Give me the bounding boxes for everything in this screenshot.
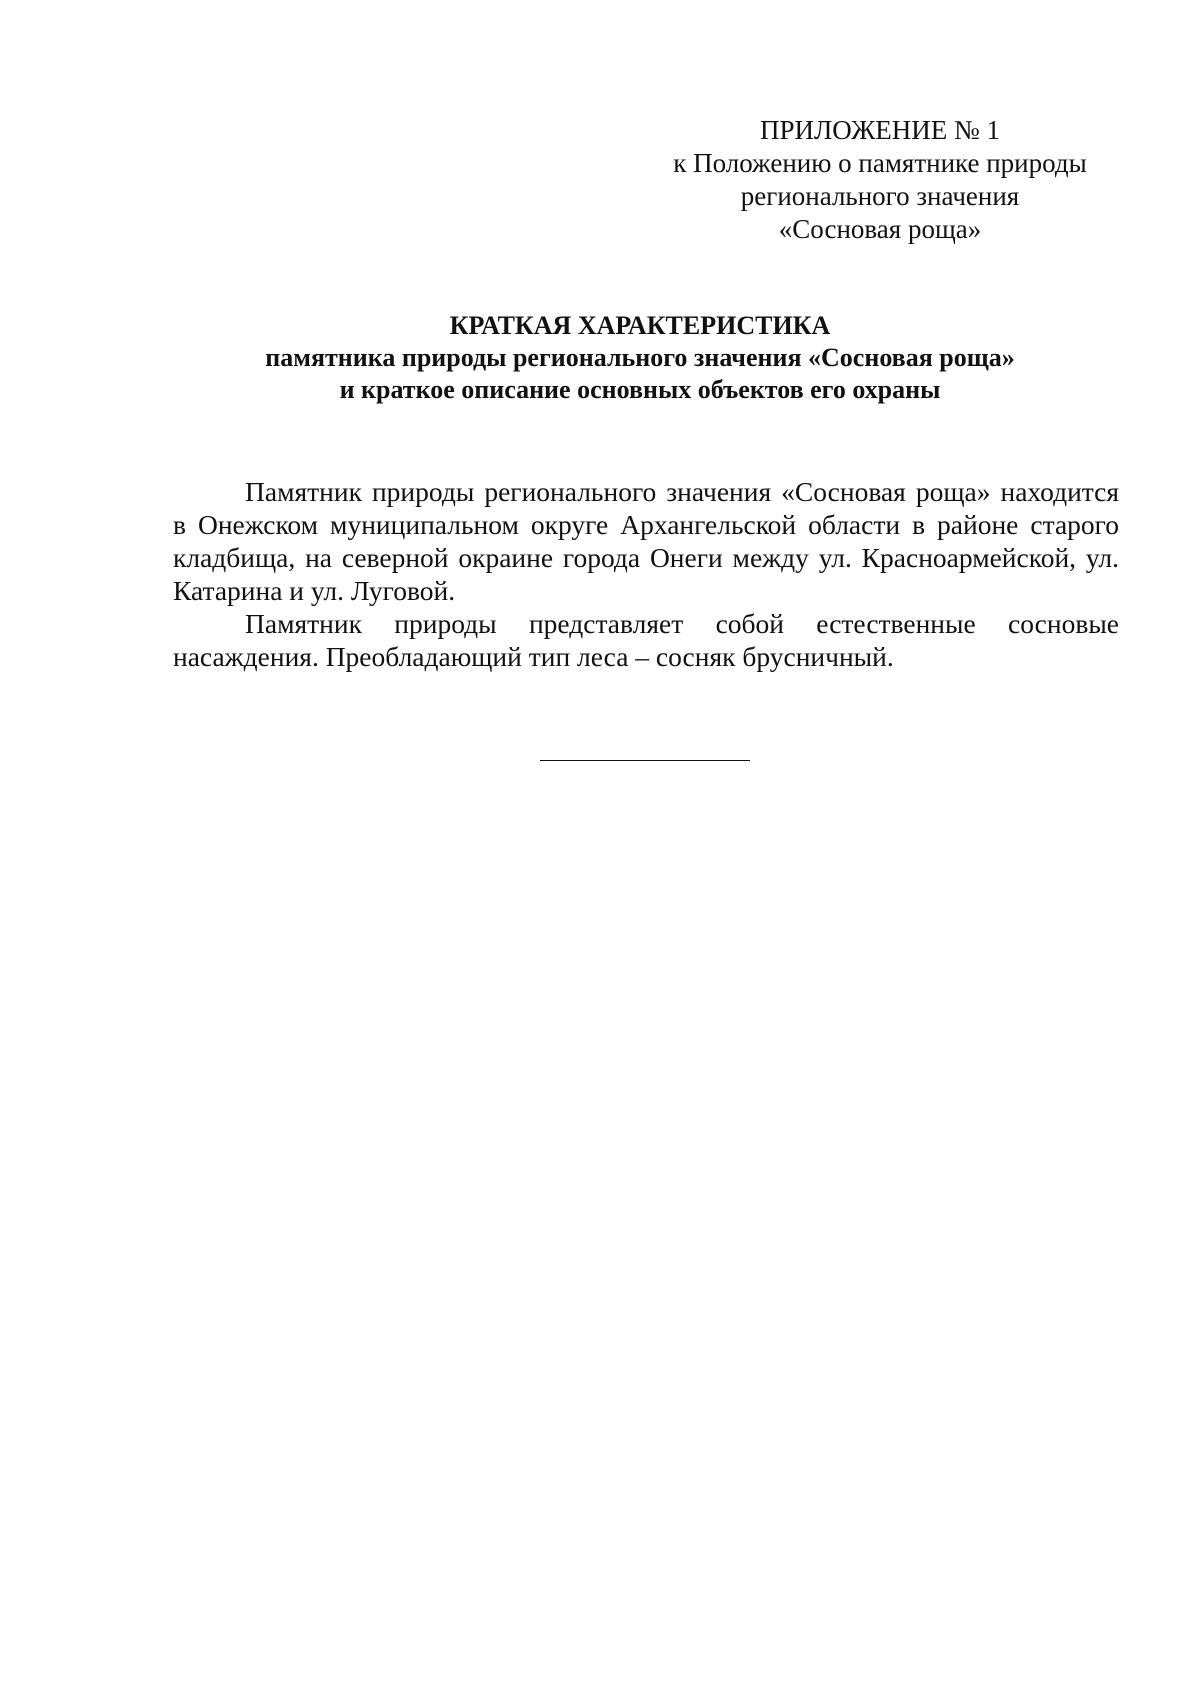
- body-paragraph: Памятник природы представляет собой естественные сосновые насаждения. Преобладающий тип леса – сосняк брусничный.: [173, 608, 1119, 672]
- appendix-reference: к Положению о памятнике природы: [673, 148, 1087, 178]
- document-title: [160, 310, 1120, 406]
- title-line: КРАТКАЯ ХАРАКТЕРИСТИКА: [449, 311, 831, 340]
- appendix-number: ПРИЛОЖЕНИЕ № 1: [759, 115, 1001, 145]
- appendix-reference: регионального значения: [740, 181, 1020, 211]
- subtitle-line: памятника природы регионального значения «Сосновая роща»: [265, 343, 1015, 372]
- body-paragraph: Памятник природы регионального значения «Сосновая роща» находится в Онежском муниципальном округе Архангельской области в районе старого кладбища, на северной окраине города Онеги между ул. Красноармейской, ул. Катарина и ул. Луговой.: [173, 476, 1119, 606]
- subtitle-line: и краткое описание основных объектов его охраны: [339, 375, 941, 404]
- end-separator-line: [540, 760, 750, 761]
- document-body: [173, 475, 1119, 673]
- appendix-reference: «Сосновая роща»: [778, 214, 982, 244]
- appendix-block: [640, 114, 1120, 246]
